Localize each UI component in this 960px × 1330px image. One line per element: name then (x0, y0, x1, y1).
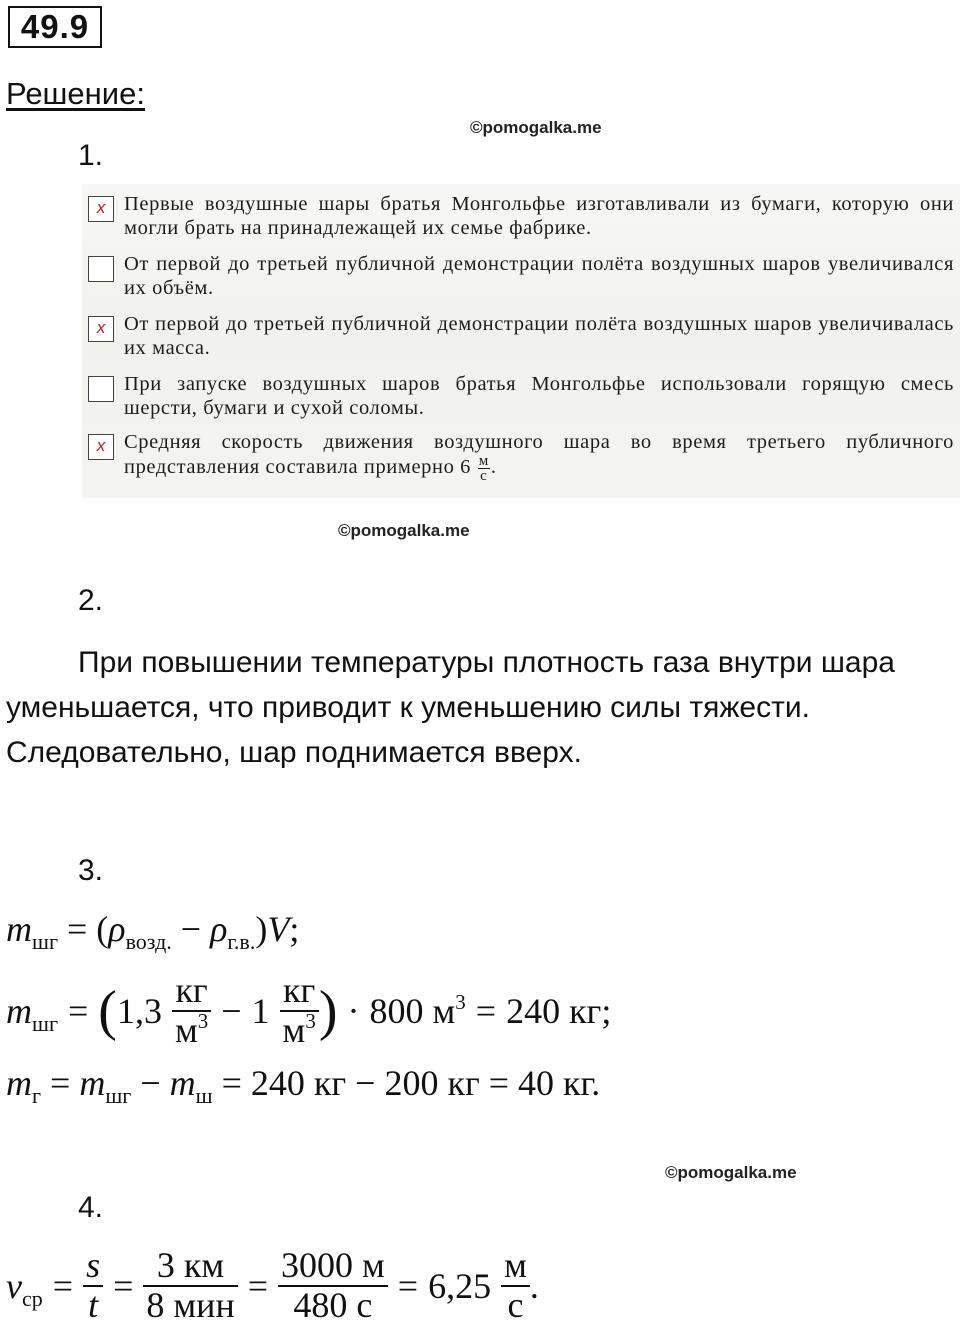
sub: г.в. (227, 929, 256, 954)
unit-fraction (478, 454, 490, 483)
fraction-m-s (278, 1247, 388, 1325)
paren: ) (255, 909, 268, 949)
op-eq: = (247, 1266, 269, 1306)
sub: шг (32, 929, 58, 954)
op-minus: − (221, 991, 242, 1031)
result-mass: 240 кг; (506, 991, 612, 1031)
var-m: m (6, 1063, 32, 1103)
op-minus: − (140, 1063, 161, 1103)
formula-speed (6, 1242, 539, 1330)
value-b: 1 (251, 991, 270, 1031)
frac-num: кг (172, 972, 211, 1012)
sub: шг (32, 1011, 58, 1036)
formula-line-1 (6, 908, 300, 954)
paren-left: ( (98, 980, 117, 1042)
frac-num: кг (280, 972, 319, 1012)
formula-line-2 (6, 966, 611, 1056)
section-2-label: 2. (78, 584, 104, 617)
solution-heading: Решение: (6, 76, 145, 111)
op-eq: = (475, 991, 497, 1031)
checkbox-3[interactable] (88, 316, 114, 342)
frac-den: с (507, 1285, 524, 1325)
section-1-label: 1. (78, 139, 104, 172)
op-eq: = (221, 1063, 242, 1103)
fraction-s-t (83, 1247, 103, 1325)
var-v: v (6, 1266, 22, 1306)
frac-den: 8 мин (146, 1285, 235, 1325)
watermark: ©pomogalka.me (470, 118, 602, 137)
op-eq: = (66, 909, 88, 949)
frac-num: м (501, 1247, 530, 1287)
frac-num: s (83, 1247, 103, 1287)
checkbox-mark-icon: x (96, 436, 106, 455)
option-1-text: Первые воздушные шары братья Монгольфье изготавливали из бумаги, которую они могли брать на принадлежащей их семье фабрике. (124, 193, 954, 239)
frac-num: 3 км (143, 1247, 237, 1287)
unit-m-s (501, 1247, 530, 1325)
var-rho: ρ (108, 909, 126, 949)
op-eq: = (113, 1266, 134, 1306)
checkbox-4[interactable] (88, 376, 114, 402)
checkbox-mark-icon: x (96, 198, 106, 217)
checkbox-2[interactable] (88, 256, 114, 282)
op-dot: · (347, 991, 360, 1031)
sub: ср (21, 1286, 43, 1311)
var-rho: ρ (210, 909, 228, 949)
option-3-text: От первой до третьей публичной демонстрации полёта воздушных шаров увеличивалась их масса. (124, 313, 954, 359)
unit-numerator: м (478, 453, 489, 469)
value-a: 1,3 (116, 991, 162, 1031)
formula-line-3 (6, 1062, 601, 1108)
watermark: ©pomogalka.me (338, 521, 470, 540)
semicolon: ; (289, 909, 300, 949)
option-5-tail: . (490, 456, 497, 479)
var-m: m (6, 909, 32, 949)
watermark: ©pomogalka.me (665, 1163, 797, 1182)
period: . (529, 1266, 539, 1306)
op-eq: = (397, 1266, 419, 1306)
section-2-text (6, 640, 952, 775)
computation: 240 кг − 200 кг = 40 кг. (250, 1063, 601, 1103)
paren: ( (96, 909, 109, 949)
sub: возд. (125, 929, 172, 954)
volume: 800 $м^3$ (369, 990, 466, 1031)
frac-den: 480 с (293, 1285, 373, 1325)
sub: ш (195, 1083, 213, 1108)
frac-den: $м^3$ (174, 1009, 209, 1050)
frac-den: $м^3$ (282, 1009, 316, 1050)
frac-num: 3000 м (278, 1247, 388, 1287)
checkbox-mark-icon (89, 257, 113, 281)
var-m: m (6, 991, 32, 1031)
unit-denominator: с (480, 468, 488, 484)
var-m: m (79, 1063, 106, 1103)
checkbox-mark-icon (89, 377, 113, 401)
var-m: m (169, 1063, 196, 1103)
section-4-label: 4. (78, 1191, 104, 1224)
op-minus: − (180, 909, 202, 949)
option-5-text-main: Средняя скорость движения воздушного шара во время третьего публичного представления составила примерно 6 (124, 431, 954, 479)
fraction-kg-m3 (280, 972, 319, 1050)
section-2-paragraph: При повышении температуры плотность газа внутри шара уменьшается, что приводит к уменьшению силы тяжести. Следовательно, шар поднимается вверх. (6, 646, 895, 769)
op-eq: = (50, 1063, 71, 1103)
section-3-label: 3. (78, 854, 104, 887)
option-4-text: При запуске воздушных шаров братья Монгольфье использовали горящую смесь шерсти, бумаги и сухой соломы. (124, 373, 954, 419)
paren-right: ) (318, 980, 338, 1042)
fraction-km-min (143, 1247, 237, 1325)
fraction-kg-m3 (172, 972, 211, 1050)
sub: шг (105, 1083, 132, 1108)
frac-den: t (88, 1285, 99, 1325)
result-speed: 6,25 (428, 1266, 492, 1306)
option-2-text: От первой до третьей публичной демонстрации полёта воздушных шаров увеличивался их объём. (124, 253, 954, 299)
problem-number: 49.9 (8, 6, 102, 48)
var-v: V (267, 909, 290, 949)
sub: г (32, 1083, 42, 1108)
checkbox-5[interactable] (88, 434, 114, 460)
op-eq: = (52, 1266, 74, 1306)
checkbox-1[interactable] (88, 196, 114, 222)
option-5-text (124, 430, 954, 483)
op-eq: = (67, 991, 89, 1031)
checkbox-mark-icon: x (96, 318, 106, 337)
